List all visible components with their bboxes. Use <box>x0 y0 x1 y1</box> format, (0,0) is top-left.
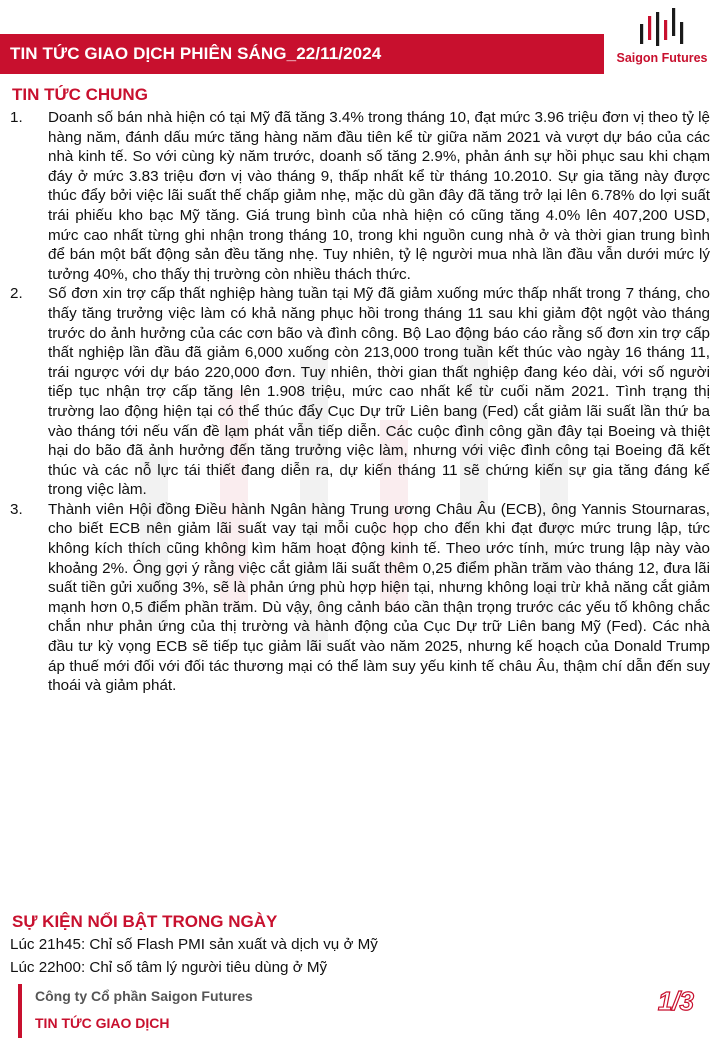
footer-accent-bar <box>18 984 22 1038</box>
news-item-number: 2. <box>10 285 23 303</box>
company-logo <box>606 6 718 72</box>
general-news-list <box>0 108 720 696</box>
page-title: TIN TỨC GIAO DỊCH PHIÊN SÁNG_22/11/2024 <box>10 44 382 63</box>
news-item-number: 1. <box>10 109 23 126</box>
highlight-events-heading: SỰ KIỆN NỔI BẬT TRONG NGÀY <box>12 912 278 931</box>
event-item: Lúc 22h00: Chỉ số tâm lý người tiêu dùng ở Mỹ <box>10 959 328 976</box>
logo-text: Saigon Futures <box>616 51 708 65</box>
news-item <box>0 284 720 500</box>
general-news-heading: TIN TỨC CHUNG <box>12 85 148 104</box>
page-number: 1/3 <box>657 986 694 1016</box>
event-item: Lúc 21h45: Chỉ số Flash PMI sản xuất và dịch vụ ở Mỹ <box>10 936 378 953</box>
header-bar <box>0 34 604 74</box>
news-item-number: 3. <box>10 500 23 518</box>
news-item-text: Số đơn xin trợ cấp thất nghiệp hàng tuần tại Mỹ đã giảm xuống mức thấp nhất trong 7 tháng, cho thấy tăng trưởng việc làm có khả năng phục hồi trong tháng 11 sau khi giảm đột ngột vào tháng trước do ảnh hưởng của các cơn bão và đình công. Bộ Lao động báo cáo rằng số đơn xin trợ cấp thất nghiệp lần đầu đã giảm 6,000 xuống còn 213,000 trong tuần kết thúc vào ngày 16 tháng 11, trái ngược với dự báo 220,000 đơn. Tuy nhiên, thời gian thất nghiệp đang kéo dài, với số người tiếp tục nhận trợ cấp tăng lên 1.908 triệu, mức cao nhất kể từ cuối năm 2021. Tình trạng thị trường lao động hiện tại có thể thúc đẩy Cục Dự trữ Liên bang (Fed) cắt giảm lãi suất lần thứ ba vào tháng tới nếu vấn đề lạm phát vẫn tiếp diễn. Các cuộc đình công gần đây tại Boeing và thiệt hại do bão đã ảnh hưởng đến tăng trưởng việc làm, nhưng với việc đình công tại Boeing đã kết thúc và các nỗ lực tái thiết đang diễn ra, dự kiến tháng 11 sẽ chứng kiến sự gia tăng đáng kể trong việc làm. <box>48 285 710 499</box>
footer-company-name: Công ty Cổ phần Saigon Futures <box>35 988 253 1004</box>
news-item-text: Thành viên Hội đồng Điều hành Ngân hàng Trung ương Châu Âu (ECB), ông Yannis Stournaras, cho biết ECB nên giảm lãi suất vay tại mỗi cuộc họp cho đến khi đạt được mức trung lập, tức không kích thích cũng không kìm hãm hoạt động kinh tế. Theo ước tính, mức trung lập này vào khoảng 2%. Ông gợi ý rằng việc cắt giảm lãi suất thêm 0,25 điểm phần trăm vào tháng 12, đưa lãi suất tiền gửi xuống 3%, sẽ là phản ứng phù hợp hiện tại, nhưng không loại trừ khả năng cắt giảm mạnh hơn 0,5 điểm phần trăm. Dù vậy, ông cảnh báo cần thận trọng trước các yếu tố không chắc chắn như phản ứng của thị trường và hành động của Cục Dự trữ Liên bang Mỹ (Fed). Các nhà đầu tư kỳ vọng ECB sẽ tiếp tục giảm lãi suất vào năm 2025, nhưng kế hoạch của Donald Trump áp thuế mới đối với đối tác thương mại có thể làm suy yếu kinh tế châu Âu, thậm chí dẫn đến suy thoái và giảm phát. <box>48 500 710 695</box>
bar-chart-logo-icon <box>638 8 686 48</box>
footer-section-label: TIN TỨC GIAO DỊCH <box>35 1015 170 1031</box>
news-item <box>0 500 720 696</box>
news-item <box>0 108 720 284</box>
news-item-text: Doanh số bán nhà hiện có tại Mỹ đã tăng 3.4% trong tháng 10, đạt mức 3.96 triệu đơn vị theo tỷ lệ hàng năm, đánh dấu mức tăng hàng năm đầu tiên kể từ giữa năm 2021 và vượt dự báo của các nhà kinh tế. So với cùng kỳ năm trước, doanh số tăng 2.9%, phản ánh sự hồi phục sau khi chạm đáy ở mức 3.83 triệu đơn vị vào tháng 9, thấp nhất kể từ tháng 10.2010. Sự gia tăng này được thúc đẩy bởi việc lãi suất thế chấp giảm nhẹ, mặc dù gần đây đã tăng trở lại lên 6.78% do lợi suất trái phiếu kho bạc Mỹ tăng. Giá trung bình của nhà hiện có cũng tăng 4.0% lên 407,200 USD, mức cao nhất từng ghi nhận trong tháng 10, trong khi nguồn cung nhà ở và thời gian trung bình để bán một bất động sản đều tăng nhẹ. Tuy nhiên, tỷ lệ người mua nhà lần đầu vẫn dưới mức lý tưởng 40%, cho thấy thị trường còn nhiều thách thức. <box>48 109 710 283</box>
